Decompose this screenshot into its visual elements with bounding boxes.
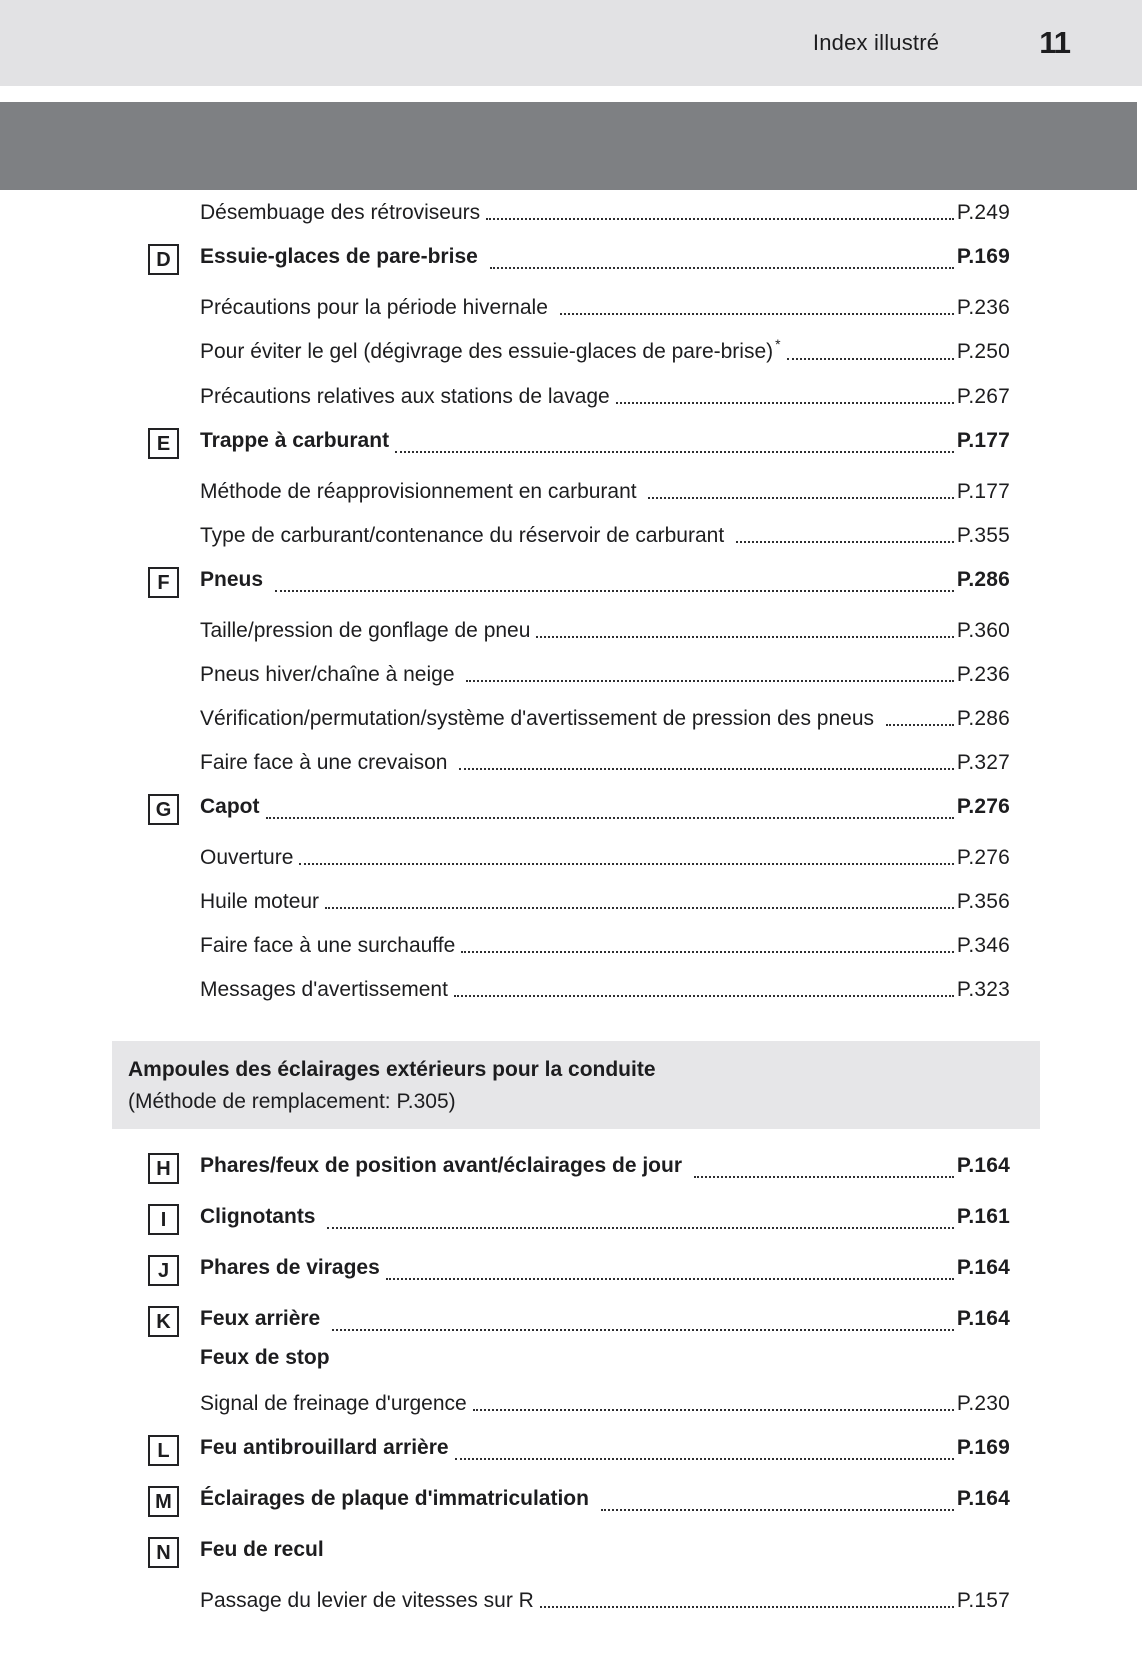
dotted-leader xyxy=(694,1176,954,1178)
index-entry xyxy=(148,1588,1010,1614)
dotted-leader xyxy=(386,1278,954,1280)
section-letter-badge: F xyxy=(148,567,179,598)
index-entry xyxy=(148,1486,1010,1517)
dotted-leader xyxy=(473,1409,954,1411)
entry-label: Pneus xyxy=(200,568,269,591)
dotted-leader xyxy=(560,313,954,315)
entry-label: Précautions relatives aux stations de lavage xyxy=(200,385,610,408)
entry-label: Éclairages de plaque d'immatriculation xyxy=(200,1487,595,1510)
entry-label: Type de carburant/contenance du réservoir de carburant xyxy=(200,524,730,547)
index-entry xyxy=(148,1345,1010,1371)
index-entry xyxy=(148,889,1010,915)
header-gap xyxy=(0,86,1142,102)
entry-page-ref: P.346 xyxy=(956,934,1010,957)
entry-label: Messages d'avertissement xyxy=(200,978,448,1001)
entry-label: Capot xyxy=(200,795,260,818)
dotted-leader xyxy=(736,541,954,543)
index-entry xyxy=(148,662,1010,688)
index-entry xyxy=(148,567,1010,598)
index-entry xyxy=(148,1306,1010,1337)
entry-label: Ouverture xyxy=(200,846,294,869)
dotted-leader xyxy=(536,636,953,638)
index-entry xyxy=(148,244,1010,275)
entry-page-ref: P.164 xyxy=(956,1307,1010,1330)
entry-label: Essuie-glaces de pare-brise xyxy=(200,245,484,268)
note-subtitle: (Méthode de remplacement: P.305) xyxy=(128,1090,456,1113)
dotted-leader xyxy=(461,951,954,953)
section-letter-badge: J xyxy=(148,1255,179,1286)
entry-label: Passage du levier de vitesses sur R xyxy=(200,1589,534,1612)
entry-page-ref: P.177 xyxy=(956,429,1010,452)
entry-page-ref: P.276 xyxy=(956,846,1010,869)
entry-page-ref: P.286 xyxy=(956,707,1010,730)
entry-label: Clignotants xyxy=(200,1205,322,1228)
entry-label: Phares de virages xyxy=(200,1256,380,1279)
entry-page-ref: P.164 xyxy=(956,1256,1010,1279)
dotted-leader xyxy=(466,680,953,682)
index-entry xyxy=(148,794,1010,825)
entry-label: Feux arrière xyxy=(200,1307,327,1330)
index-entry xyxy=(148,384,1010,410)
entry-page-ref: P.360 xyxy=(956,619,1010,642)
entry-label: Huile moteur xyxy=(200,890,320,913)
section-letter-badge: L xyxy=(148,1435,179,1466)
letter-slot xyxy=(148,794,200,825)
entry-label: Phares/feux de position avant/éclairages de jour xyxy=(200,1154,688,1177)
dotted-leader xyxy=(616,402,954,404)
entry-page-ref: P.355 xyxy=(956,524,1010,547)
entry-label: Trappe à carburant xyxy=(200,429,390,452)
exterior-bulbs-note xyxy=(112,1041,1040,1129)
entry-label: Feu de recul xyxy=(200,1538,324,1561)
entry-page-ref: P.286 xyxy=(956,568,1010,591)
entry-label: Pour éviter le gel (dégivrage des essuie-glaces de pare-brise) xyxy=(200,340,774,363)
letter-slot xyxy=(148,1204,200,1235)
entry-page-ref: P.164 xyxy=(956,1487,1010,1510)
entry-label: Méthode de réapprovisionnement en carburant xyxy=(200,480,643,503)
dotted-leader xyxy=(325,907,954,909)
letter-slot xyxy=(148,1486,200,1517)
letter-slot xyxy=(148,1537,200,1568)
section-letter-badge: G xyxy=(148,794,179,825)
index-entry xyxy=(148,295,1010,321)
index-list-top xyxy=(148,200,1010,1003)
letter-slot xyxy=(148,1306,200,1337)
dotted-leader xyxy=(787,358,954,360)
entry-label: Taille/pression de gonflage de pneu xyxy=(200,619,531,642)
entry-page-ref: P.236 xyxy=(956,663,1010,686)
index-entry xyxy=(148,618,1010,644)
entry-label: Précautions pour la période hivernale xyxy=(200,296,554,319)
dotted-leader xyxy=(275,590,954,592)
index-entry xyxy=(148,1204,1010,1235)
index-entry xyxy=(148,750,1010,776)
entry-page-ref: P.161 xyxy=(956,1205,1010,1228)
footnote-asterisk: * xyxy=(775,336,781,352)
page-header xyxy=(0,0,1142,86)
section-banner xyxy=(0,102,1137,190)
entry-page-ref: P.276 xyxy=(956,795,1010,818)
entry-label: Faire face à une crevaison xyxy=(200,751,454,774)
dotted-leader xyxy=(601,1509,954,1511)
note-title: Ampoules des éclairages extérieurs pour la conduite xyxy=(128,1058,656,1081)
section-letter-badge: K xyxy=(148,1306,179,1337)
index-entry xyxy=(148,428,1010,459)
dotted-leader xyxy=(490,267,954,269)
letter-slot xyxy=(148,428,200,459)
entry-label: Désembuage des rétroviseurs xyxy=(200,201,481,224)
entry-page-ref: P.177 xyxy=(956,480,1010,503)
index-list-bottom xyxy=(148,1153,1010,1614)
section-letter-badge: H xyxy=(148,1153,179,1184)
dotted-leader xyxy=(540,1606,954,1608)
entry-page-ref: P.327 xyxy=(956,751,1010,774)
entry-label: Vérification/permutation/système d'avertissement de pression des pneus xyxy=(200,707,880,730)
dotted-leader xyxy=(327,1227,954,1229)
dotted-leader xyxy=(299,863,953,865)
entry-page-ref: P.236 xyxy=(956,296,1010,319)
entry-label: Pneus hiver/chaîne à neige xyxy=(200,663,461,686)
index-entry xyxy=(148,1537,1010,1568)
index-entry xyxy=(148,845,1010,871)
dotted-leader xyxy=(395,451,954,453)
index-entry xyxy=(148,1391,1010,1417)
header-title: Index illustré xyxy=(812,30,940,55)
index-entry xyxy=(148,1255,1010,1286)
index-entry xyxy=(148,523,1010,549)
letter-slot xyxy=(148,1255,200,1286)
section-letter-badge: N xyxy=(148,1537,179,1568)
entry-label: Faire face à une surchauffe xyxy=(200,934,456,957)
entry-label: Feux de stop xyxy=(200,1346,330,1369)
dotted-leader xyxy=(886,724,954,726)
dotted-leader xyxy=(648,497,953,499)
header-page-number: 11 xyxy=(1039,25,1070,60)
index-entry xyxy=(148,336,1010,366)
section-letter-badge: M xyxy=(148,1486,179,1517)
entry-label: Feu antibrouillard arrière xyxy=(200,1436,449,1459)
index-entry xyxy=(148,479,1010,505)
letter-slot xyxy=(148,244,200,275)
dotted-leader xyxy=(454,995,954,997)
section-letter-badge: E xyxy=(148,428,179,459)
index-entry xyxy=(148,706,1010,732)
entry-page-ref: P.169 xyxy=(956,245,1010,268)
entry-page-ref: P.250 xyxy=(956,340,1010,363)
dotted-leader xyxy=(455,1458,954,1460)
letter-slot xyxy=(148,567,200,598)
index-entry xyxy=(148,977,1010,1003)
dotted-leader xyxy=(332,1329,954,1331)
entry-page-ref: P.356 xyxy=(956,890,1010,913)
entry-page-ref: P.164 xyxy=(956,1154,1010,1177)
letter-slot xyxy=(148,1153,200,1184)
index-entry xyxy=(148,1435,1010,1466)
entry-page-ref: P.230 xyxy=(956,1392,1010,1415)
entry-label: Signal de freinage d'urgence xyxy=(200,1392,467,1415)
section-letter-badge: D xyxy=(148,244,179,275)
entry-page-ref: P.169 xyxy=(956,1436,1010,1459)
dotted-leader xyxy=(486,218,954,220)
entry-page-ref: P.157 xyxy=(956,1589,1010,1612)
index-list xyxy=(0,190,1142,1614)
entry-page-ref: P.249 xyxy=(956,201,1010,224)
entry-page-ref: P.267 xyxy=(956,385,1010,408)
index-entry xyxy=(148,200,1010,226)
index-entry xyxy=(148,1153,1010,1184)
dotted-leader xyxy=(266,817,954,819)
section-letter-badge: I xyxy=(148,1204,179,1235)
letter-slot xyxy=(148,1435,200,1466)
index-entry xyxy=(148,933,1010,959)
dotted-leader xyxy=(459,768,954,770)
entry-page-ref: P.323 xyxy=(956,978,1010,1001)
